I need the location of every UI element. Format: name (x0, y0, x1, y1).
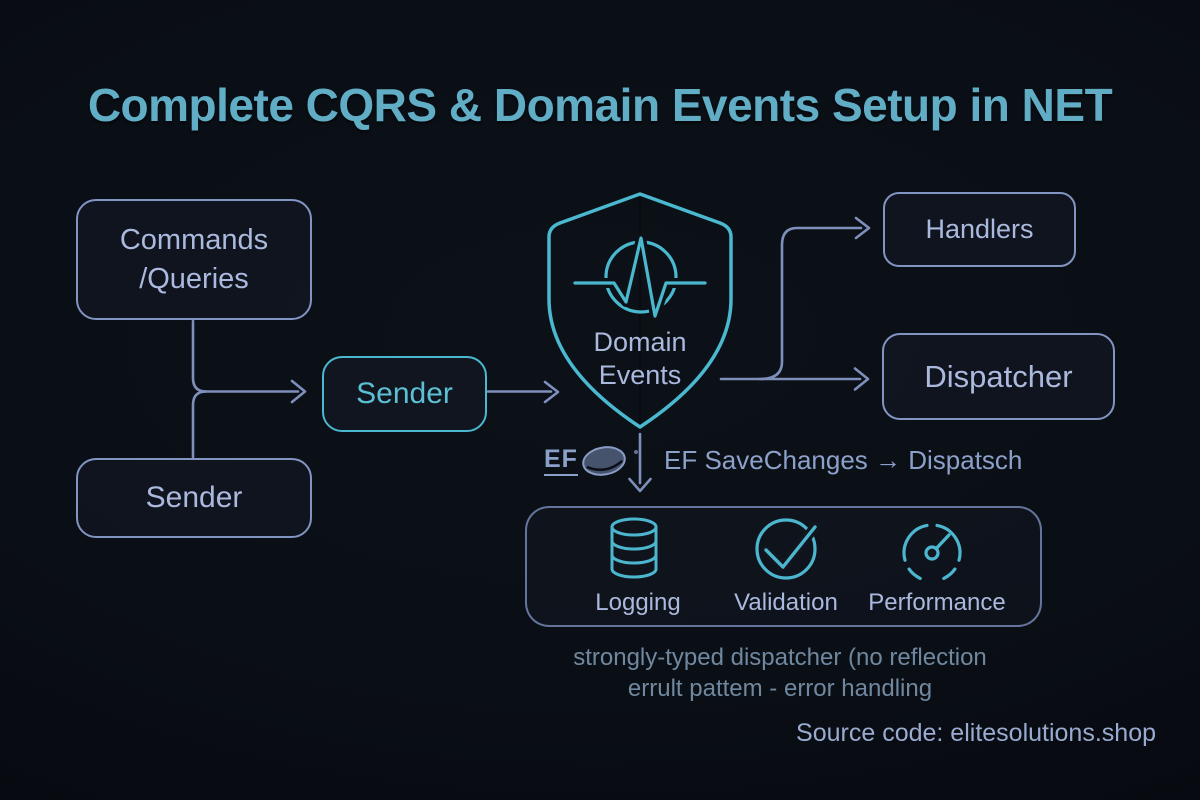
ef-savechanges-note: EF SaveChanges → Dispatsch (664, 445, 1023, 475)
node-label: Handlers (925, 214, 1034, 244)
node-label: Commands /Queries (119, 223, 269, 295)
page-title: Complete CQRS & Domain Events Setup in NET (87, 79, 1113, 131)
shield-label: Domain Events (593, 327, 687, 390)
node-handlers (883, 192, 1076, 267)
node-label: Sender (145, 481, 243, 514)
pipeline-label-validation: Validation (734, 589, 838, 616)
pulse-shield-icon (549, 194, 731, 427)
ef-logo: EF (544, 444, 578, 476)
ef-core-icon (581, 444, 627, 478)
dot-icon (634, 450, 638, 454)
node-dispatcher (882, 333, 1115, 420)
caption: strongly-typed dispatcher (no reflection errult pattem - error handling (573, 644, 987, 702)
node-label: Dispatcher (924, 358, 1073, 394)
node-sender (322, 356, 487, 432)
node-commands-queries (76, 199, 312, 320)
node-label: Sender (356, 377, 453, 410)
node-sender-left (76, 458, 312, 538)
source-credit: Source code: elitesolutions.shop (796, 719, 1156, 747)
pipeline-label-logging: Logging (595, 589, 681, 616)
pipeline-label-performance: Performance (868, 589, 1006, 616)
